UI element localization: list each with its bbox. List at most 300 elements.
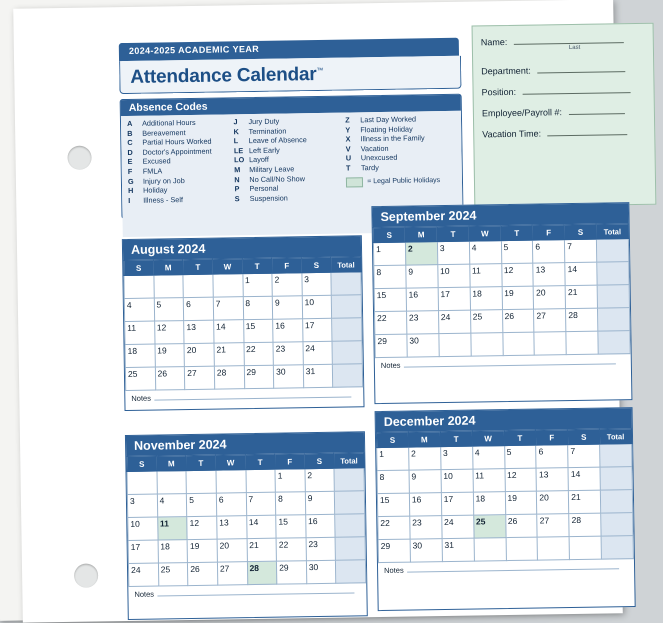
weekday-header: M (405, 227, 437, 242)
weekday-header: W (472, 431, 504, 446)
total-header: Total (596, 224, 628, 239)
calendar-total-cell[interactable] (597, 262, 629, 285)
position-label: Position: (481, 86, 517, 98)
absence-code-letter: H (128, 186, 134, 196)
holiday-legend-label: = Legal Public Holidays (367, 177, 441, 186)
calendar-day-cell[interactable]: 17 (441, 492, 473, 515)
calendar-day-cell[interactable]: 19 (502, 286, 534, 309)
calendar-month-title: November 2024 (126, 432, 364, 456)
absence-code-letter: Y (345, 125, 351, 135)
holiday-legend (346, 175, 458, 187)
weekday-header: T (501, 225, 533, 240)
calendar-day-cell[interactable]: 17 (128, 540, 158, 563)
absence-code-item (128, 194, 235, 205)
calendar-day-cell[interactable]: 15 (374, 288, 406, 311)
absence-codes-panel (120, 94, 464, 219)
calendar-total-cell[interactable] (334, 468, 364, 491)
calendar-day-cell[interactable]: 4 (469, 241, 501, 264)
absence-code-letter: G (127, 176, 134, 186)
absence-code-label: Holiday (143, 185, 168, 195)
calendar-day-cell[interactable]: 3 (437, 241, 469, 264)
calendar-day-cell[interactable]: 10 (128, 517, 158, 540)
absence-code-letter: F (127, 166, 133, 176)
calendar-day-cell[interactable]: 29 (277, 561, 307, 584)
weekday-header: W (216, 455, 246, 470)
document-title-box (119, 56, 461, 94)
absence-code-letter: C (127, 138, 133, 148)
weekday-header: S (376, 432, 408, 447)
calendar-total-cell[interactable] (331, 272, 361, 295)
calendar-september-2024 (371, 202, 632, 404)
calendar-day-cell[interactable]: 2 (409, 447, 441, 470)
calendar-day-cell[interactable]: 11 (157, 517, 187, 540)
calendar-total-cell[interactable] (336, 560, 366, 583)
calendar-empty-cell (569, 536, 601, 559)
calendar-empty-cell (506, 537, 538, 560)
absence-code-letter: LO (234, 155, 245, 165)
calendar-day-cell[interactable]: 19 (505, 491, 537, 514)
calendar-month-title: December 2024 (376, 408, 632, 432)
department-field[interactable] (537, 62, 625, 73)
calendar-day-cell[interactable]: 25 (473, 515, 505, 538)
department-row (473, 45, 653, 77)
calendar-day-cell[interactable]: 5 (501, 240, 533, 263)
weekday-header: F (533, 225, 565, 240)
vacation-label: Vacation Time: (482, 128, 542, 140)
calendar-day-cell[interactable]: 21 (214, 343, 244, 366)
calendar-empty-cell (216, 470, 246, 493)
calendar-empty-cell (474, 538, 506, 561)
holiday-swatch (346, 177, 363, 187)
calendar-empty-cell (127, 471, 157, 494)
calendar-day-cell[interactable]: 7 (213, 297, 243, 320)
name-row (473, 24, 653, 52)
name-field[interactable] (514, 33, 624, 45)
calendar-day-cell[interactable]: 13 (533, 263, 565, 286)
calendar-total-cell[interactable] (597, 285, 629, 308)
calendar-total-cell[interactable] (335, 514, 365, 537)
calendar-total-cell[interactable] (600, 467, 632, 490)
calendar-day-cell[interactable]: 10 (441, 469, 473, 492)
calendar-total-cell[interactable] (335, 537, 365, 560)
calendar-day-cell[interactable]: 23 (306, 537, 336, 560)
calendar-day-cell[interactable]: 8 (374, 265, 406, 288)
binder-hole-bottom (74, 563, 98, 587)
calendar-day-cell[interactable]: 3 (302, 272, 332, 295)
calendar-day-cell[interactable]: 13 (217, 516, 247, 539)
calendar-empty-cell (439, 333, 471, 356)
calendar-day-cell[interactable]: 9 (406, 265, 438, 288)
calendar-day-cell[interactable]: 6 (184, 297, 214, 320)
calendar-day-cell[interactable]: 11 (125, 321, 155, 344)
calendar-empty-cell (183, 274, 213, 297)
calendar-total-cell[interactable] (332, 341, 362, 364)
absence-code-letter: D (127, 147, 133, 157)
calendar-day-cell[interactable]: 26 (502, 309, 534, 332)
calendar-day-cell[interactable]: 7 (246, 492, 276, 515)
weekday-header: F (275, 454, 305, 469)
calendar-total-cell[interactable] (601, 513, 633, 536)
absence-code-item (346, 162, 458, 173)
calendar-day-cell[interactable]: 24 (128, 563, 158, 586)
absence-code-letter: I (128, 195, 131, 205)
total-header: Total (334, 453, 364, 468)
calendar-day-cell[interactable]: 8 (243, 296, 273, 319)
notes-field[interactable] (154, 389, 351, 400)
calendar-day-cell[interactable]: 28 (214, 366, 244, 389)
absence-code-letter: T (345, 163, 351, 173)
calendar-day-cell[interactable]: 21 (565, 285, 597, 308)
weekday-header: T (245, 454, 275, 469)
calendar-day-cell[interactable]: 23 (410, 516, 442, 539)
trademark-mark: ™ (316, 67, 324, 75)
calendar-day-cell[interactable]: 29 (375, 334, 407, 357)
absence-code-letter: V (345, 144, 351, 154)
payroll-field[interactable] (568, 104, 624, 115)
calendar-day-cell[interactable]: 6 (533, 240, 565, 263)
absence-code-letter: U (345, 153, 352, 163)
calendar-day-cell[interactable]: 22 (243, 342, 273, 365)
calendar-day-cell[interactable]: 8 (275, 492, 305, 515)
absence-code-letter: LE (233, 145, 244, 156)
calendar-day-cell[interactable]: 17 (302, 318, 332, 341)
weekday-header: S (564, 224, 596, 239)
weekday-header: S (304, 453, 334, 468)
calendar-month-title: August 2024 (123, 236, 361, 260)
absence-code-letter: L (233, 136, 239, 146)
weekday-header: S (373, 227, 405, 242)
weekday-header: F (536, 430, 568, 445)
calendar-day-cell[interactable]: 21 (247, 538, 277, 561)
calendar-day-cell[interactable]: 6 (216, 493, 246, 516)
calendar-day-cell[interactable]: 16 (305, 514, 335, 537)
vacation-row (474, 116, 654, 140)
total-header: Total (600, 429, 632, 444)
calendar-day-cell[interactable]: 18 (158, 540, 188, 563)
position-row (473, 74, 653, 98)
calendar-day-cell[interactable]: 3 (440, 446, 472, 469)
calendar-day-cell[interactable]: 19 (155, 344, 185, 367)
calendar-notes (128, 583, 366, 599)
weekday-header: S (124, 260, 154, 275)
weekday-header: T (440, 431, 472, 446)
attendance-calendar-page (13, 0, 623, 623)
absence-code-label: Additional Hours (141, 117, 196, 128)
calendar-day-cell[interactable]: 3 (127, 494, 157, 517)
weekday-header: S (301, 257, 331, 272)
calendar-total-cell[interactable] (598, 308, 630, 331)
calendar-day-cell[interactable]: 26 (505, 514, 537, 537)
absence-code-label: Doctor's Appointment (142, 146, 212, 157)
absence-code-label: Layoff (249, 155, 269, 165)
calendar-day-cell[interactable]: 28 (566, 308, 598, 331)
calendar-notes (125, 387, 363, 403)
calendar-day-cell[interactable]: 27 (185, 366, 215, 389)
notes-label: Notes (384, 565, 404, 575)
calendar-day-cell[interactable]: 12 (187, 516, 217, 539)
notes-label: Notes (134, 589, 155, 599)
total-header: Total (331, 257, 361, 272)
calendar-day-cell[interactable]: 12 (501, 263, 533, 286)
notes-field[interactable] (403, 356, 616, 367)
calendar-day-cell[interactable]: 13 (184, 320, 214, 343)
calendar-day-cell[interactable]: 14 (246, 515, 276, 538)
calendar-day-cell[interactable]: 31 (442, 538, 474, 561)
calendar-day-cell[interactable]: 10 (438, 264, 470, 287)
calendar-total-cell[interactable] (333, 364, 363, 387)
calendar-day-cell[interactable]: 26 (188, 562, 218, 585)
calendar-day-cell[interactable]: 12 (154, 321, 184, 344)
absence-code-label: Vacation (360, 143, 389, 154)
calendar-day-cell[interactable]: 1 (275, 469, 305, 492)
calendar-day-cell[interactable]: 30 (407, 334, 439, 357)
absence-code-letter: A (126, 118, 133, 128)
calendar-day-cell[interactable]: 7 (565, 239, 597, 262)
absence-code-label: Illness - Self (143, 194, 184, 205)
absence-code-label: Military Leave (249, 164, 295, 175)
weekday-header: T (504, 430, 536, 445)
absence-codes-column-1 (127, 117, 235, 237)
calendar-day-cell[interactable]: 9 (305, 491, 335, 514)
calendar-empty-cell (213, 274, 243, 297)
calendar-total-cell[interactable] (600, 490, 632, 513)
calendar-day-cell[interactable]: 14 (568, 467, 600, 490)
absence-code-label: Leave of Absence (248, 135, 307, 146)
name-label: Name: (480, 36, 508, 48)
calendar-day-cell[interactable]: 15 (243, 319, 273, 342)
absence-code-label: Floating Holiday (360, 124, 413, 134)
absence-codes-column-2 (233, 116, 347, 236)
absence-code-letter: Z (345, 115, 350, 125)
calendar-day-cell[interactable]: 1 (377, 447, 409, 470)
department-label: Department: (481, 65, 531, 77)
calendar-day-cell[interactable]: 20 (534, 286, 566, 309)
calendar-day-cell[interactable]: 25 (158, 563, 188, 586)
calendar-day-cell[interactable]: 27 (534, 309, 566, 332)
calendar-day-cell[interactable]: 28 (569, 513, 601, 536)
calendar-day-cell[interactable]: 29 (244, 365, 274, 388)
calendar-day-cell[interactable]: 22 (276, 538, 306, 561)
calendar-day-cell[interactable]: 16 (406, 288, 438, 311)
absence-code-label: Unexcused (360, 153, 398, 163)
calendar-day-cell[interactable]: 25 (125, 367, 155, 390)
calendar-empty-cell (537, 537, 569, 560)
calendar-day-cell[interactable]: 5 (187, 493, 217, 516)
calendar-day-cell[interactable]: 11 (473, 469, 505, 492)
calendar-day-cell[interactable]: 27 (537, 514, 569, 537)
calendar-month-title: September 2024 (372, 203, 628, 227)
calendar-day-cell[interactable]: 22 (375, 311, 407, 334)
calendar-day-cell[interactable]: 22 (378, 516, 410, 539)
calendar-day-cell[interactable]: 12 (504, 468, 536, 491)
absence-code-letter: N (234, 174, 240, 184)
calendar-day-cell[interactable]: 25 (470, 310, 502, 333)
absence-code-label: Suspension (249, 193, 288, 203)
calendar-total-cell[interactable] (601, 536, 633, 559)
calendar-empty-cell (245, 469, 275, 492)
calendar-day-cell[interactable]: 9 (409, 470, 441, 493)
absence-code-label: FMLA (142, 166, 163, 176)
calendar-day-cell[interactable]: 17 (438, 287, 470, 310)
notes-label: Notes (380, 360, 401, 371)
weekday-header: F (272, 258, 302, 273)
calendar-empty-cell (566, 331, 598, 354)
absence-codes-header: Absence Codes (121, 95, 461, 116)
calendar-day-cell[interactable]: 13 (536, 468, 568, 491)
calendar-day-cell[interactable]: 24 (303, 341, 333, 364)
calendar-day-cell[interactable]: 15 (377, 493, 409, 516)
absence-code-letter: X (345, 134, 351, 144)
notes-field[interactable] (407, 561, 620, 572)
calendar-week-row (125, 364, 362, 391)
calendar-day-cell[interactable]: 14 (214, 320, 244, 343)
calendar-empty-cell (154, 275, 184, 298)
absence-code-letter: K (233, 126, 239, 136)
absence-code-label: Bereavement (142, 127, 186, 138)
calendar-total-cell[interactable] (598, 331, 630, 354)
calendar-day-cell[interactable]: 5 (154, 298, 184, 321)
weekday-header: S (568, 429, 600, 444)
calendar-week-row (128, 560, 365, 587)
calendar-august-2024 (122, 235, 365, 411)
calendar-day-cell[interactable]: 2 (405, 242, 437, 265)
absence-code-label: Illness in the Family (360, 133, 425, 144)
absence-code-label: Last Day Worked (360, 114, 417, 125)
calendar-day-cell[interactable]: 23 (273, 342, 303, 365)
calendar-day-cell[interactable]: 20 (184, 343, 214, 366)
calendar-day-cell[interactable]: 30 (410, 539, 442, 562)
page-title: Attendance Calendar (130, 63, 317, 88)
weekday-header: W (469, 226, 501, 241)
calendar-grid (376, 428, 634, 563)
calendar-day-cell[interactable]: 16 (409, 493, 441, 516)
absence-code-label: No Call/No Show (249, 173, 305, 184)
calendar-day-cell[interactable]: 19 (187, 539, 217, 562)
calendar-empty-cell (157, 471, 187, 494)
binder-hole-top (67, 146, 91, 170)
weekday-header: M (153, 260, 183, 275)
weekday-header: T (183, 259, 213, 274)
calendar-total-cell[interactable] (335, 491, 365, 514)
calendar-day-cell[interactable]: 18 (473, 492, 505, 515)
calendar-day-cell[interactable]: 7 (568, 444, 600, 467)
calendar-day-cell[interactable]: 6 (536, 445, 568, 468)
absence-code-item (235, 192, 347, 203)
calendar-day-cell[interactable]: 27 (217, 562, 247, 585)
calendar-total-cell[interactable] (597, 239, 629, 262)
calendar-day-cell[interactable]: 5 (504, 445, 536, 468)
calendar-week-row (375, 331, 630, 358)
absence-code-label: Termination (248, 126, 287, 136)
calendar-day-cell[interactable]: 1 (373, 242, 405, 265)
calendar-day-cell[interactable]: 11 (469, 264, 501, 287)
absence-code-letter: B (127, 128, 133, 138)
calendar-grid (373, 223, 631, 358)
calendar-december-2024 (375, 407, 636, 611)
absence-code-letter: J (233, 117, 238, 127)
calendar-day-cell[interactable]: 9 (272, 296, 302, 319)
absence-code-label: Injury on Job (142, 175, 185, 186)
calendar-day-cell[interactable]: 24 (438, 310, 470, 333)
calendar-day-cell[interactable]: 10 (302, 295, 332, 318)
payroll-row (474, 95, 654, 119)
calendar-empty-cell (534, 332, 566, 355)
calendar-day-cell[interactable]: 23 (406, 311, 438, 334)
calendar-total-cell[interactable] (332, 295, 362, 318)
calendar-day-cell[interactable]: 18 (125, 344, 155, 367)
calendar-day-cell[interactable]: 4 (472, 446, 504, 469)
calendar-day-cell[interactable]: 4 (157, 494, 187, 517)
name-sub-label: Last (568, 44, 581, 52)
calendar-day-cell[interactable]: 1 (242, 273, 272, 296)
calendar-total-cell[interactable] (600, 444, 632, 467)
weekday-header: T (186, 455, 216, 470)
absence-code-letter: E (127, 157, 133, 167)
calendar-day-cell[interactable]: 4 (124, 298, 154, 321)
calendar-day-cell[interactable]: 14 (565, 262, 597, 285)
calendar-day-cell[interactable]: 26 (155, 367, 185, 390)
absence-code-label: Left Early (248, 145, 280, 155)
calendar-november-2024 (125, 431, 368, 620)
calendar-empty-cell (502, 332, 534, 355)
absence-code-label: Partial Hours Worked (142, 136, 212, 147)
calendar-day-cell[interactable]: 20 (537, 491, 569, 514)
calendar-day-cell[interactable]: 18 (470, 287, 502, 310)
weekday-header: W (213, 259, 243, 274)
absence-code-letter: P (234, 184, 240, 194)
calendar-day-cell[interactable]: 31 (303, 364, 333, 387)
calendar-total-cell[interactable] (332, 318, 362, 341)
weekday-header: M (408, 432, 440, 447)
calendar-empty-cell (186, 470, 216, 493)
absence-code-label: Tardy (360, 162, 379, 173)
absence-code-label: Personal (249, 183, 279, 194)
employee-info-panel (472, 23, 657, 208)
absence-code-label: Jury Duty (248, 116, 280, 127)
weekday-header: M (156, 456, 186, 471)
absence-code-label: Excused (142, 156, 171, 167)
calendar-grid (123, 256, 363, 391)
vacation-field[interactable] (548, 125, 628, 136)
calendar-grid (126, 452, 366, 587)
calendar-day-cell[interactable]: 20 (217, 539, 247, 562)
weekday-header: T (242, 258, 272, 273)
calendar-day-cell[interactable]: 21 (569, 490, 601, 513)
notes-field[interactable] (157, 585, 354, 596)
calendar-day-cell[interactable]: 28 (247, 561, 277, 584)
notes-label: Notes (131, 393, 152, 403)
calendar-day-cell[interactable]: 16 (273, 319, 303, 342)
absence-code-letter: M (234, 165, 241, 175)
calendar-day-cell[interactable]: 2 (272, 273, 302, 296)
calendar-empty-cell (124, 275, 154, 298)
weekday-header: S (127, 456, 157, 471)
weekday-header: T (437, 226, 469, 241)
calendar-day-cell[interactable]: 24 (441, 515, 473, 538)
payroll-label: Employee/Payroll #: (481, 107, 563, 119)
calendar-week-row (378, 536, 633, 563)
calendar-day-cell[interactable]: 8 (377, 470, 409, 493)
academic-year-strip: 2024-2025 ACADEMIC YEAR (119, 38, 459, 61)
calendar-day-cell[interactable]: 30 (273, 365, 303, 388)
calendar-empty-cell (470, 333, 502, 356)
calendar-day-cell[interactable]: 2 (305, 468, 335, 491)
calendar-day-cell[interactable]: 15 (276, 515, 306, 538)
absence-code-letter: S (234, 193, 240, 204)
calendar-day-cell[interactable]: 30 (306, 560, 336, 583)
calendar-day-cell[interactable]: 29 (378, 539, 410, 562)
position-field[interactable] (523, 83, 631, 95)
